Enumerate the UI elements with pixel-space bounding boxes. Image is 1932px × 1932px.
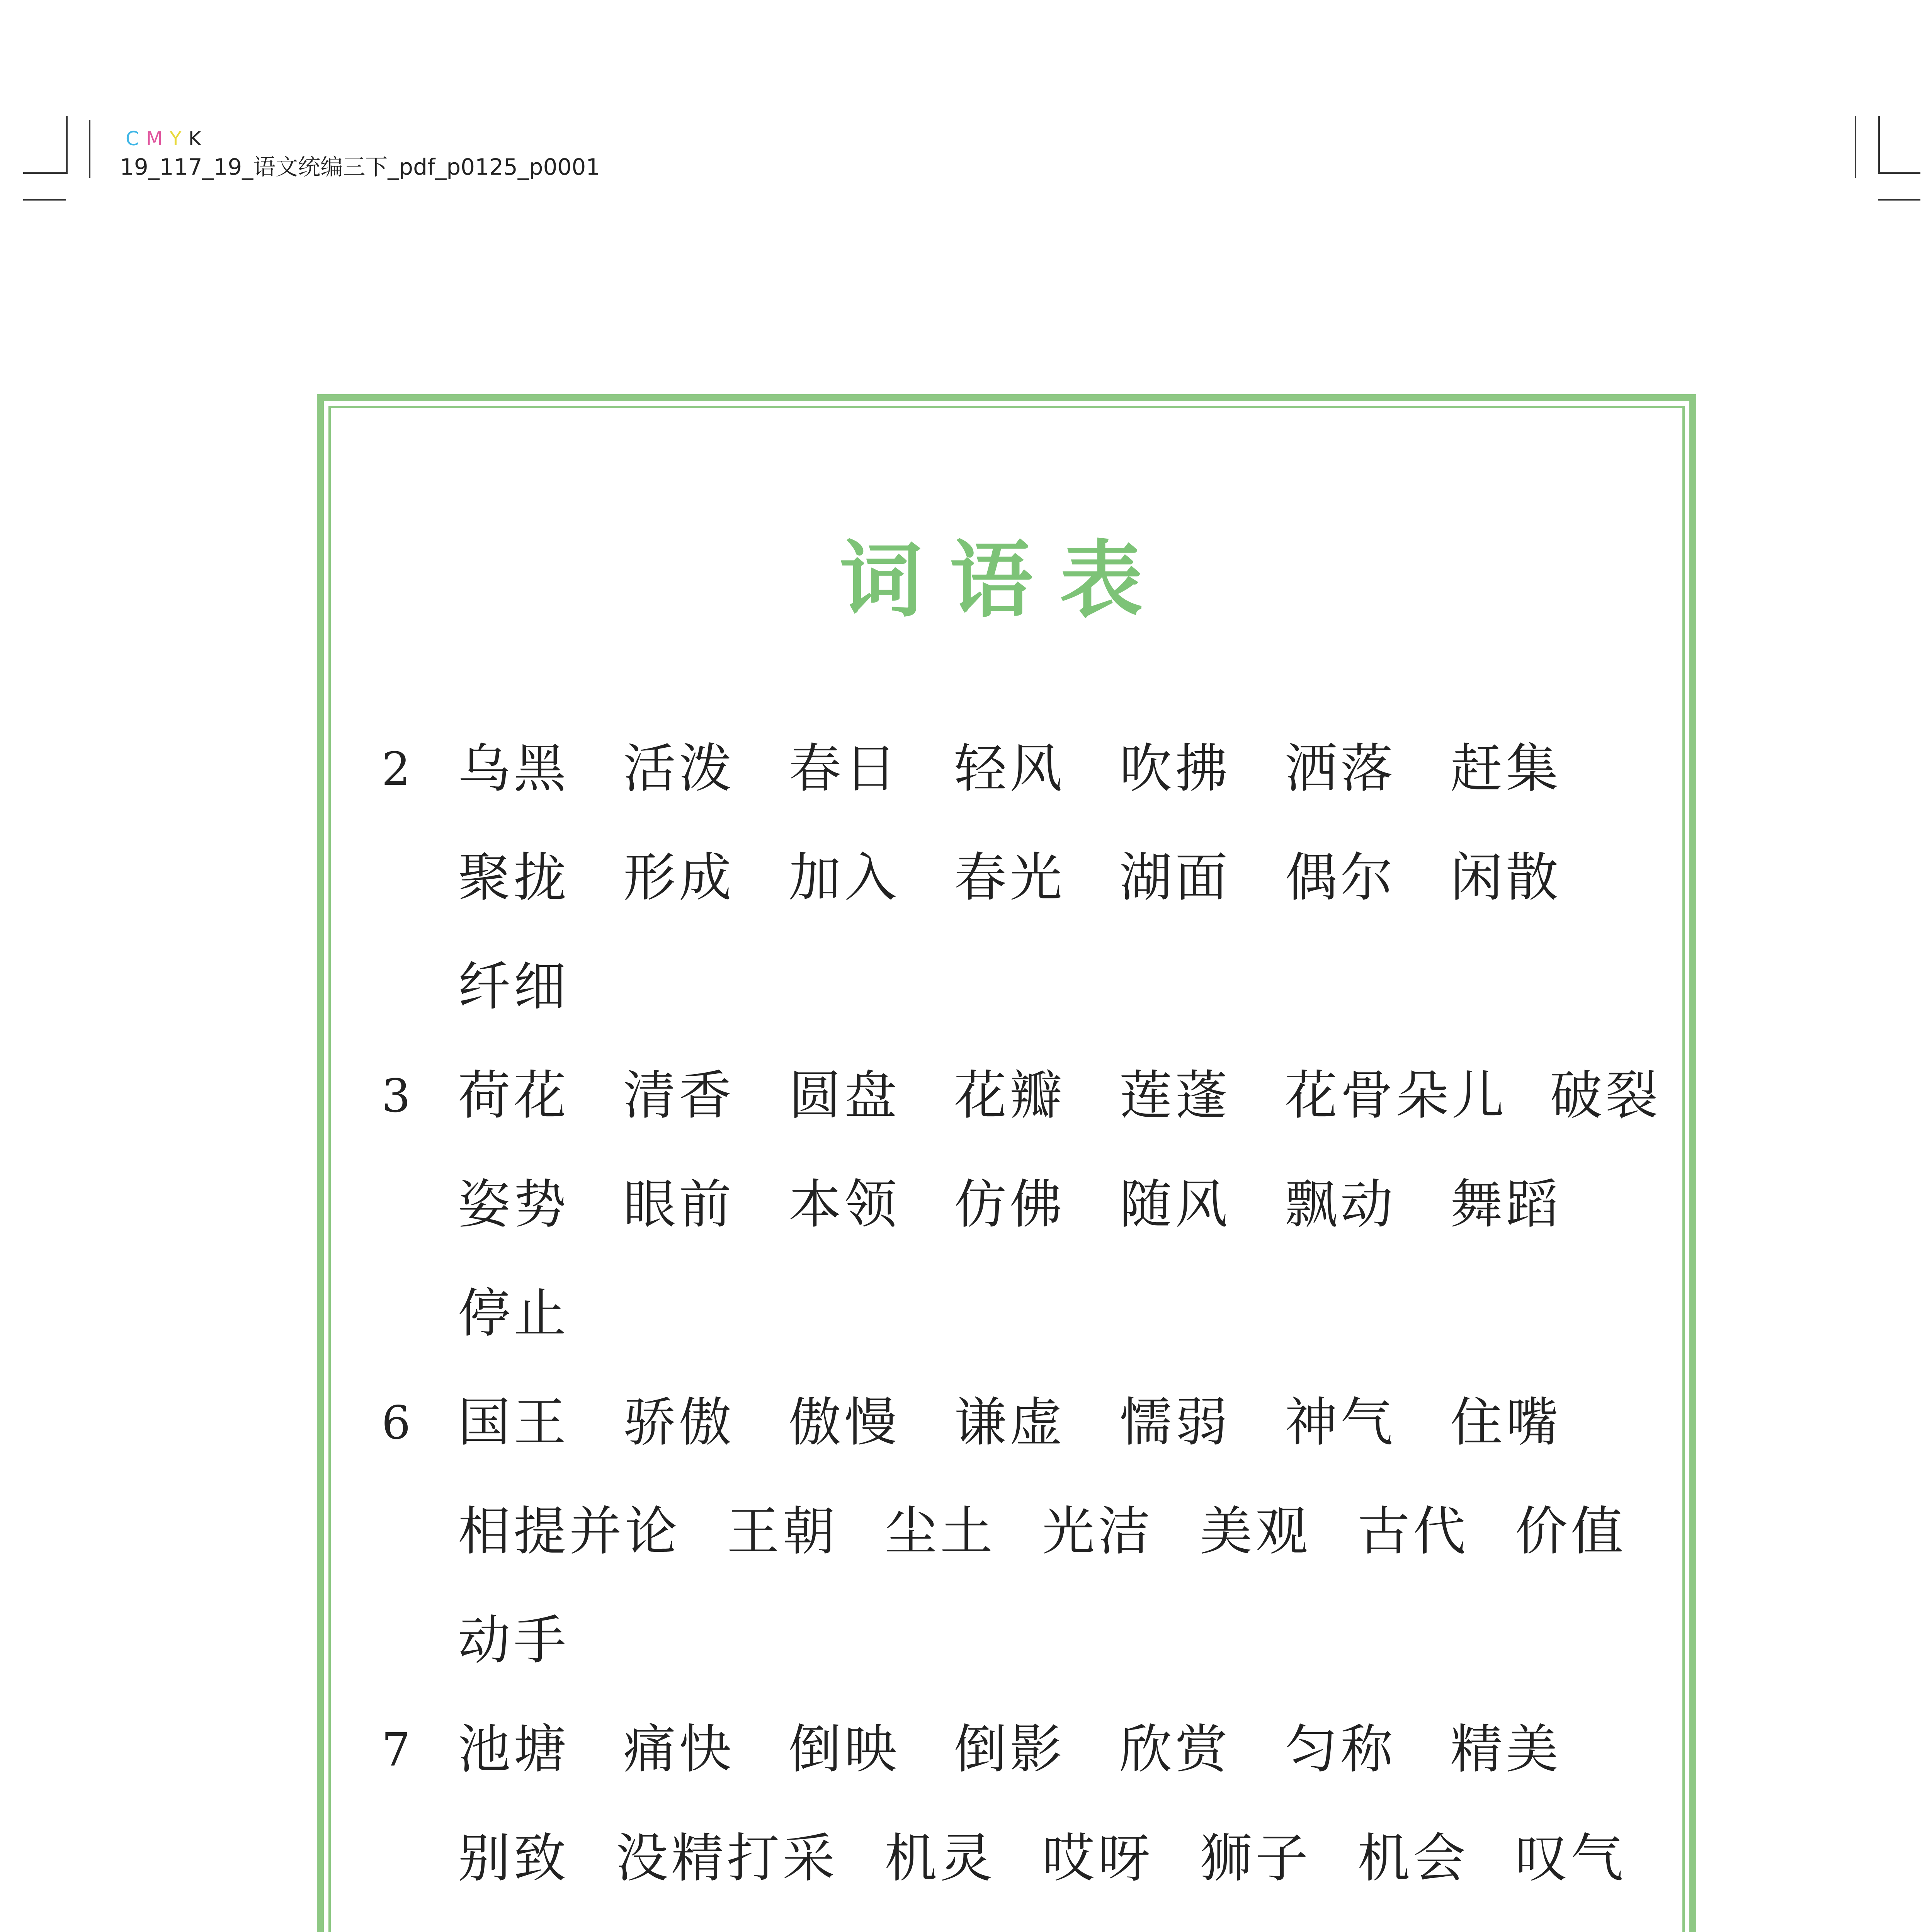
vocab-word: 美观 <box>1200 1501 1311 1562</box>
vocab-word: 乌黑 <box>458 738 569 799</box>
vocab-word: 圆盘 <box>789 1065 900 1126</box>
crop-mark-tl-v2 <box>89 120 90 178</box>
vocab-word: 叹气 <box>1515 1828 1626 1889</box>
cmyk-k: K <box>188 128 205 150</box>
word-row <box>458 948 569 1026</box>
vocab-word: 仿佛 <box>954 1174 1065 1235</box>
vocab-word: 痛快 <box>623 1719 735 1780</box>
lesson-number <box>355 1929 437 1932</box>
vocab-word: 赶集 <box>1450 738 1561 799</box>
vocab-word: 纤细 <box>458 956 569 1017</box>
vocab-word: 洒落 <box>1285 738 1396 799</box>
crop-mark-tr-v <box>1855 116 1856 178</box>
vocab-word: 古代 <box>1357 1501 1469 1562</box>
crop-mark-tl-h <box>23 172 66 174</box>
crop-mark-tr-h <box>1878 172 1920 174</box>
vocab-word <box>1152 1929 1263 1932</box>
word-row <box>458 1275 569 1352</box>
vocab-word: 湖面 <box>1119 847 1231 908</box>
word-row <box>458 1384 1561 1461</box>
vocab-word: 轻风 <box>954 738 1065 799</box>
vocab-word: 谦虚 <box>954 1392 1065 1453</box>
crop-mark-tr-v2 <box>1878 116 1880 174</box>
vocab-word: 光洁 <box>1042 1501 1153 1562</box>
vocab-word: 莲蓬 <box>1119 1065 1231 1126</box>
vocab-word: 骄傲 <box>623 1392 735 1453</box>
word-row <box>458 1602 569 1679</box>
vocab-word: 住嘴 <box>1450 1392 1561 1453</box>
vocab-word: 精美 <box>1450 1719 1561 1780</box>
crop-mark-tr-h2 <box>1878 199 1920 201</box>
word-row <box>458 1711 1561 1788</box>
vocab-word: 随风 <box>1119 1174 1231 1235</box>
vocab-word: 春日 <box>789 738 900 799</box>
vocab-word: 别致 <box>458 1828 569 1889</box>
vocab-word <box>833 1929 944 1932</box>
vocab-word: 相提并论 <box>458 1501 680 1562</box>
vocab-word: 停止 <box>458 1283 569 1344</box>
page-title: 词语表 <box>839 531 1170 629</box>
vocab-word <box>992 1929 1104 1932</box>
vocab-word: 舞蹈 <box>1450 1174 1561 1235</box>
word-row <box>458 1820 1626 1897</box>
vocab-word: 闲散 <box>1450 847 1561 908</box>
vocab-word: 聚拢 <box>458 847 569 908</box>
vocab-word: 破裂 <box>1550 1065 1661 1126</box>
vocab-word: 池塘 <box>458 1719 569 1780</box>
word-row <box>458 1493 1626 1570</box>
vocab-word: 形成 <box>623 847 735 908</box>
word-row <box>458 1929 1582 1932</box>
vocab-word: 本领 <box>789 1174 900 1235</box>
word-row <box>458 1057 1661 1134</box>
vocab-word <box>1471 1929 1582 1932</box>
vocab-word: 倒映 <box>789 1719 900 1780</box>
vocab-word: 哎呀 <box>1042 1828 1153 1889</box>
vocab-word: 尘土 <box>884 1501 996 1562</box>
vocab-word: 荷花 <box>458 1065 569 1126</box>
vocab-word: 清香 <box>623 1065 735 1126</box>
vocab-word <box>1311 1929 1423 1932</box>
cmyk-color-bar <box>126 128 208 150</box>
vocab-word: 懦弱 <box>1119 1392 1231 1453</box>
vocab-word: 国王 <box>458 1392 569 1453</box>
word-row <box>458 1166 1561 1243</box>
print-file-label: 19_117_19_语文统编三下_pdf_p0125_p0001 <box>120 154 600 180</box>
vocab-word: 活泼 <box>623 738 735 799</box>
vocab-word: 欣赏 <box>1119 1719 1231 1780</box>
vocab-word: 神气 <box>1285 1392 1396 1453</box>
vocab-word <box>673 1929 784 1932</box>
vocab-word: 眼前 <box>623 1174 735 1235</box>
vocab-word: 机灵 <box>884 1828 996 1889</box>
vocab-word: 动手 <box>458 1610 569 1671</box>
vocab-word: 花瓣 <box>954 1065 1065 1126</box>
vocab-word: 吹拂 <box>1119 738 1231 799</box>
vocab-word: 匀称 <box>1285 1719 1396 1780</box>
vocab-word: 花骨朵儿 <box>1285 1065 1507 1126</box>
lesson-number: 7 <box>381 1723 411 1776</box>
cmyk-m: M <box>146 128 167 150</box>
vocab-word: 姿势 <box>458 1174 569 1235</box>
vocab-word <box>458 1929 625 1932</box>
lesson-number: 3 <box>381 1069 411 1122</box>
vocab-word: 价值 <box>1515 1501 1626 1562</box>
crop-mark-tl-h2 <box>23 199 66 201</box>
vocab-word: 没精打采 <box>616 1828 838 1889</box>
vocab-word: 王朝 <box>727 1501 838 1562</box>
vocab-word: 偶尔 <box>1285 847 1396 908</box>
vocab-word: 春光 <box>954 847 1065 908</box>
vocab-word: 机会 <box>1357 1828 1469 1889</box>
vocab-word: 倒影 <box>954 1719 1065 1780</box>
lesson-number: 6 <box>381 1396 411 1449</box>
lesson-number: 2 <box>381 742 411 796</box>
cmyk-c: C <box>126 128 143 150</box>
word-row <box>458 730 1561 808</box>
vocab-word: 飘动 <box>1285 1174 1396 1235</box>
crop-mark-tl-v <box>66 116 68 174</box>
word-row <box>458 839 1561 917</box>
vocab-word: 傲慢 <box>789 1392 900 1453</box>
vocab-word: 加入 <box>789 847 900 908</box>
vocab-word: 狮子 <box>1200 1828 1311 1889</box>
cmyk-y: Y <box>170 128 185 150</box>
